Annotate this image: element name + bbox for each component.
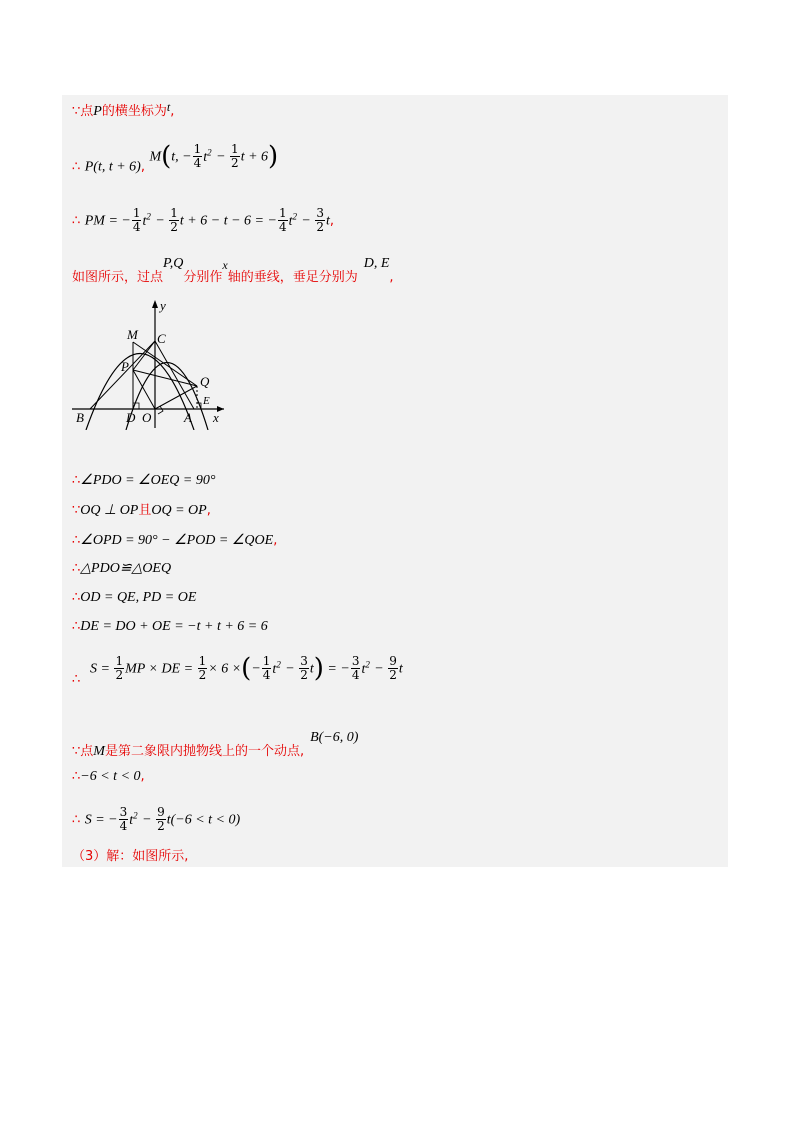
y-axis-arrow: [152, 300, 158, 308]
line-8: ∴△PDO≌△OEQ: [72, 561, 172, 576]
line-9: ∴OD = QE, PD = OE: [72, 590, 197, 605]
label-o: O: [142, 410, 152, 425]
point-m-expression: M(t, − $\frac{1}{4}$ $t^2$ − $\frac{1}{2}$ t + 6): [149, 141, 279, 172]
label-y: y: [160, 298, 166, 313]
line-oq: [155, 386, 197, 409]
line-bc: [90, 341, 155, 409]
line-12: ∵点M是第二象限内抛物线上的一个动点,B(−6, 0): [72, 730, 359, 759]
line-10: ∴DE = DO + OE = −t + t + 6 = 6: [72, 619, 268, 634]
line-3: ∴ PM = − $\frac{1}{4}$ $t^2$ − $\frac{1}{2}$ t + 6 − t − 6 = − $\frac{1}{4}$ $t^2$ − $\frac{3}{2}$ t,: [72, 206, 335, 235]
label-q: Q: [200, 374, 210, 389]
parabola-figure: [72, 298, 232, 430]
line-2: ∴ P(t, t + 6), M(t, − $\frac{1}{4}$ $t^2$ − $\frac{1}{2}$ t + 6): [72, 132, 278, 172]
line-14: ∴ S = − $\frac{3}{4}$ $t^2$ − $\frac{9}{2}$ t(−6 < t < 0): [72, 805, 241, 834]
line-6: ∵OQ ⊥ OP且OQ = OP,: [72, 503, 211, 518]
line-13: ∴−6 < t < 0,: [72, 769, 145, 784]
label-b: B: [76, 410, 84, 425]
line-4: 如图所示，过点P,Q分别作x轴的垂线，垂足分别为D, E,: [72, 256, 394, 285]
area-expression: S = $\frac{1}{2}$ MP × DE = $\frac{1}{2}$ × 6 ×(− $\frac{1}{4}$ $t^2$ − $\frac{3}{2}$ t) = − $\frac{3}{4}$ $t^2$ − $\frac{9}{2}$ t: [90, 653, 403, 684]
label-p: P: [121, 359, 129, 374]
line-7: ∴∠OPD = 90° − ∠POD = ∠QOE,: [72, 533, 278, 548]
line-mq: [133, 342, 197, 386]
line-1: ∵点P的横坐标为t,: [72, 100, 175, 119]
line-pc: [133, 341, 155, 370]
label-x: x: [213, 410, 219, 425]
label-a: A: [184, 410, 192, 425]
label-e: E: [203, 395, 210, 407]
label-m: M: [127, 327, 138, 342]
label-c: C: [157, 331, 166, 346]
line-5: ∴∠PDO = ∠OEQ = 90°: [72, 473, 216, 488]
line-pq: [133, 370, 197, 386]
line-15: （3）解：如图所示,: [72, 849, 189, 864]
label-d: D: [126, 410, 136, 425]
